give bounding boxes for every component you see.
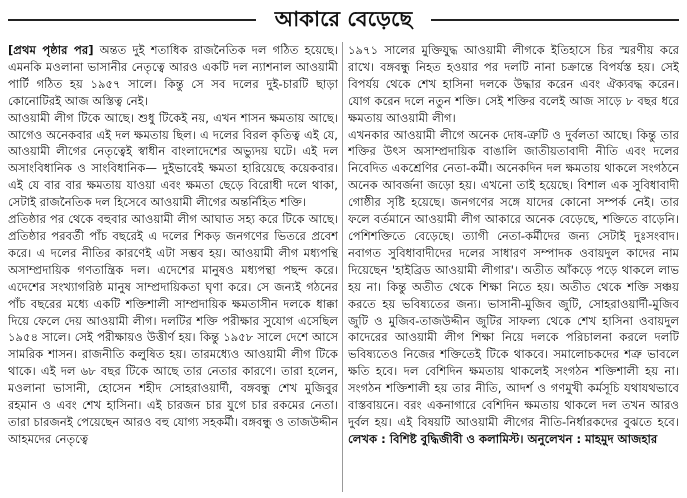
paragraph: আওয়ামী লীগ টিকে আছে। শুধু টিকেই নয়, এখন শাসন ক্ষমতায় আছে। আগেও অনেকবার এই দল ক্ষমতায় ছিল। এ দলের বিরল কৃতিত্ব এই যে, আওয়ামী লীগের নেতৃত্বেই স্বাধীন বাংলাদেশের অভ্যুদয় ঘটে। এই দল অসাংবিধানিক ও সাংবিধানিক— দুইভাবেই ক্ষমতা হারিয়েছে কয়েকবার। এই যে বার বার ক্ষমতায় যাওয়া এবং ক্ষমতা ছেড়ে বিরোধী দলে থাকা, সেটাই রাজনৈতিক দল হিসেবে আওয়ামী লীগের অন্তর্নিহিত শক্তি। <box>8 110 338 210</box>
headline-rule-right <box>431 19 679 21</box>
headline-bar <box>0 4 687 34</box>
paragraph <box>348 127 679 448</box>
paragraph: প্রতিষ্ঠার পর থেকে বহুবার আওয়ামী লীগ আঘাত সহ্য করে টিকে আছে। প্রতিষ্ঠার পরবর্তী পাঁচ বছরেই এ দলের শিকড় জনগণের ভিতরে প্রবেশ করে। এ দলের নীতির কারণেই এটা সম্ভব হয়। আওয়ামী লীগ মধ্যপন্থি অসাম্প্রদায়িক গণতান্ত্রিক দল। এদেশের মানুষও মধ্যপন্থা পছন্দ করে। এদেশের সংখ্যাগরিষ্ঠ মানুষ সাম্প্রদায়িকতা ঘৃণা করে। সে জন্যই গঠনের পাঁচ বছরের মধ্যে একটি শক্তিশালী সাম্প্রদায়িক ক্ষমতাসীন দলকে ধাক্কা দিয়ে ফেলে দেয় আওয়ামী লীগ। দলটির শক্তি পরীক্ষার সুযোগ এসেছিল ১৯৫৪ সালে। সেই পরীক্ষায়ও উত্তীর্ণ হয়। কিন্তু ১৯৫৮ সালে দেশে আসে সামরিক শাসন। রাজনীতি কলুষিত হয়। তারমধ্যেও আওয়ামী লীগ টিকে থাকে। এই দল ৬৮ বছর টিকে আছে তার নেতার কারণে। তারা হলেন, মওলানা ভাসানী, হোসেন শহীদ সোহরাওয়ার্দী, বঙ্গবন্ধু শেখ মুজিবুর রহমান ও এবং শেখ হাসিনা। এই চারজন চার যুগে চার রকমের নেতা। তারা চারজনই পেয়েছেন আরও বহু যোগ্য সহকর্মী। বঙ্গবন্ধু ও তাজউদ্দীন আহমদের নেতৃত্বে <box>8 212 338 446</box>
column-divider <box>342 42 343 492</box>
article-column-right <box>348 42 679 494</box>
paragraph <box>8 42 338 110</box>
byline: লেখক : বিশিষ্ট বুদ্ধিজীবী ও কলামিস্ট। অনুলেখন : মাহমুদ আজহার <box>348 431 658 446</box>
paragraph: ১৯৭১ সালের মুক্তিযুদ্ধ আওয়ামী লীগকে ইতিহাসে চির স্মরণীয় করে রাখে। বঙ্গবন্ধু নিহত হওয়ার পর দলটি নানা চক্রান্তে বিপর্যস্ত হয়। সেই বিপর্যয় থেকে শেখ হাসিনা দলকে উদ্ধার করেন এবং ঐক্যবদ্ধ করেন। যোগ করেন দলে নতুন শক্তি। সেই শক্তির বলেই আজ সাড়ে ৮ বছর ধরে ক্ষমতায় আওয়ামী লীগ। <box>348 43 679 125</box>
headline: আকারে বেড়েছে <box>274 7 413 31</box>
continuation-marker: [প্রথম পৃষ্ঠার পর] <box>8 43 94 57</box>
article-column-left <box>8 42 338 494</box>
headline-rule-left <box>8 19 256 21</box>
paragraph-text: অন্তত দুই শতাধিক রাজনৈতিক দল গঠিত হয়েছে। এমনকি মওলানা ভাসানীর নেতৃত্বে আরও একটি দল ন্যাশনাল আওয়ামী পার্টি গঠিত হয় ১৯৫৭ সালে। কিন্তু সে সব দলের দুই-চারটি ছাড়া কোনোটিরই আজ অস্তিত্ব নেই। <box>8 43 338 108</box>
paragraph-text: এখনকার আওয়ামী লীগে অনেক দোষ-ত্রুটি ও দুর্বলতা আছে। কিন্তু তার শক্তির উৎস অসাম্প্রদায়িক বাঙালি জাতীয়তাবাদী নীতি এবং দলের নিবেদিত একশ্রেণির নেতা-কর্মী। অনেকদিন দল ক্ষমতায় থাকলে সংগঠনে অনেক আবর্জনা জড়ো হয়। এখনো তাই হয়েছে। বিশাল এক সুবিধাবাদী গোষ্ঠীর সৃষ্টি হয়েছে। জনগণের সঙ্গে যাদের কোনো সম্পর্ক নেই। তার ফলে বর্তমানে আওয়ামী লীগ আকারে অনেক বেড়েছে, শক্তিতে বাড়েনি। পেশিশক্তিতে বেড়েছে। ত্যাগী নেতা-কর্মীদের জন্য সেটাই দুঃসংবাদ। নবাগত সুবিধাবাদীদের দলের সাধারণ সম্পাদক ওবায়দুল কাদের নাম দিয়েছেন 'হাইব্রিড আওয়ামী লীগার'। অতীত আঁকড়ে পড়ে থাকলে লাভ হয় না। কিন্তু অতীত থেকে শিক্ষা নিতে হয়। অতীত থেকে শক্তি সঞ্চয় করতে হয় ভবিষ্যতের জন্য। ভাসানী-মুজিব জুটি, সোহরাওয়ার্দী-মুজিব জুটি ও মুজিব-তাজউদ্দীন জুটির সাফল্য থেকে শেখ হাসিনা ওবায়দুল কাদেরের আওয়ামী লীগ শিক্ষা নিয়ে দলকে পরিচালনা করলে দলটি ভবিষ্যতেও নিজের শক্তিতেই টিকে থাকবে। সমালোচকদের শত্রু ভাবলে ক্ষতি হবে। দল বেশিদিন ক্ষমতায় থাকলেই সংগঠন শক্তিশালী হয় না। সংগঠন শক্তিশালী হয় তার নীতি, আদর্শ ও গণমুখী কর্মসূচি যথাযথভাবে বাস্তবায়নে। বরং একনাগারে বেশিদিন ক্ষমতায় থাকলে দল তখন আরও দুর্বল হয়। এই বিষয়টি আওয়ামী লীগের নীতি-নির্ধারকদের বুঝতে হবে। <box>348 127 679 429</box>
